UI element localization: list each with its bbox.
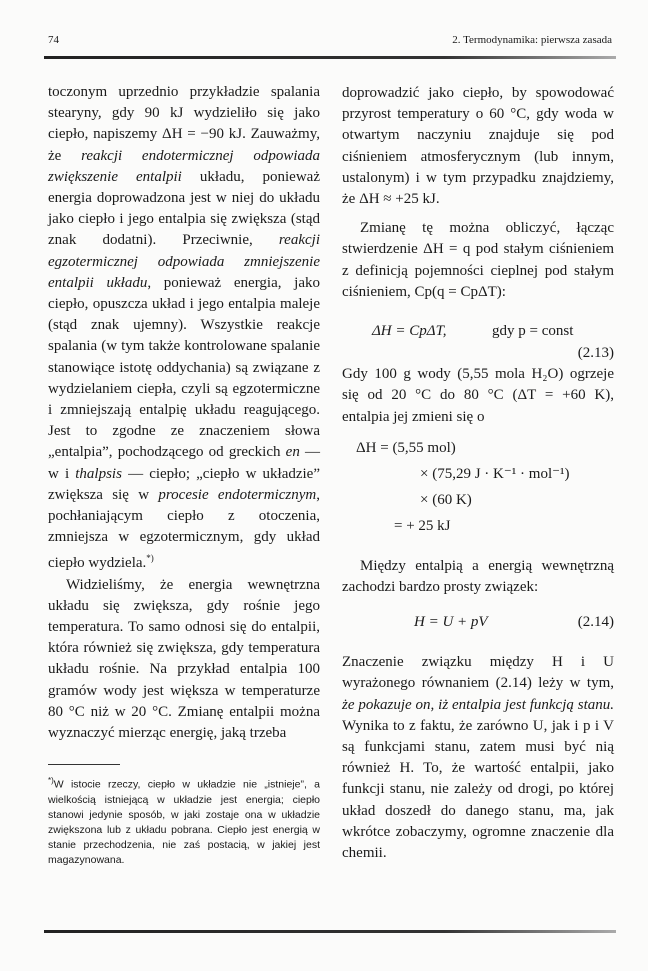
right-paragraph-3: Gdy 100 g wody (5,55 mola H₂O) ogrzeje się od 20 °C do 80 °C (ΔT = +60 K), entalpia jej zmieni się o bbox=[342, 366, 614, 425]
left-column bbox=[48, 82, 320, 868]
text-run: układu, ponieważ energia doprowadzona jest w niej do układu jako ciepło i jego entalpia się zwiększa (stąd znak dodatni). Przeciwnie, bbox=[48, 168, 320, 249]
italic-run: thalpsis bbox=[75, 465, 122, 482]
page-header bbox=[0, 34, 648, 50]
calculation bbox=[342, 438, 614, 542]
italic-run: reakcji endotermicznej odpowiada zwiększenie entalpii bbox=[48, 147, 320, 185]
equation-number: (2.13) bbox=[577, 345, 614, 362]
text-run: — ciepło; „ciepło w układzie” zwiększa się w bbox=[48, 465, 320, 503]
calc-line: = + 25 kJ bbox=[394, 517, 451, 534]
running-title: 2. Termodynamika: pierwsza zasada bbox=[452, 34, 612, 46]
equation-2-13 bbox=[342, 321, 614, 347]
equation-2-14 bbox=[342, 612, 614, 636]
text-run: toczonym uprzednio przykładzie spalania stearyny, gdy 90 kJ wydzieliło się jako ciepło, napiszemy ΔH = −90 kJ. Zauważmy, że bbox=[48, 84, 320, 164]
text-run: Znaczenie związku między H i U wyrażonego równaniem (2.14) leży w tym, bbox=[342, 654, 614, 692]
equation-condition: gdy p = const bbox=[492, 323, 574, 340]
footnote bbox=[48, 773, 320, 868]
calc-line: × (60 K) bbox=[420, 491, 472, 508]
page-number: 74 bbox=[48, 34, 59, 46]
equation-number: (2.14) bbox=[577, 614, 614, 631]
italic-run: procesie endotermicznym bbox=[158, 486, 317, 503]
right-paragraph-2: Zmianę tę można obliczyć, łącząc stwierdzenie ΔH = q pod stałym ciśnieniem z definicją pojemności cieplnej pod stałym ciśnieniem, Cp(q = CpΔT): bbox=[342, 220, 614, 300]
text-run: , pochłaniającym ciepło z otoczenia, zmniejsza w egzotermicznym, gdy układ ciepło wydziela. bbox=[48, 486, 320, 572]
text-run: — w i bbox=[48, 444, 320, 482]
left-paragraph-2: Widzieliśmy, że energia wewnętrzna układu się zwiększa, gdy rośnie jego temperatura. To samo odnosi się do entalpii, która również się zwiększa, gdy temperatura układu rośnie. Na przykład entalpia 100 gramów wody jest większa w temperaturze 80 °C niż w 20 °C. Zmianę entalpii można wyznaczyć mierząc energię, jaką trzeba bbox=[48, 576, 320, 742]
italic-run: reakcji egzotermicznej odpowiada zmniejszenie entalpii układu bbox=[48, 232, 320, 291]
calc-line: × (75,29 J · K⁻¹ · mol⁻¹) bbox=[420, 465, 570, 482]
equation-body: ΔH = CpΔT, bbox=[372, 323, 447, 340]
italic-run: że pokazuje on, iż entalpia jest funkcją stanu. bbox=[342, 696, 614, 713]
footnote-marker: *) bbox=[48, 776, 54, 786]
footer-rule bbox=[44, 930, 616, 933]
right-paragraph-4: Między entalpią a energią wewnętrzną zachodzi bardzo prosty związek: bbox=[342, 557, 614, 596]
italic-run: en bbox=[285, 444, 300, 461]
left-paragraph-1 bbox=[48, 82, 320, 575]
right-paragraph-1: doprowadzić jako ciepło, by spowodować przyrost temperatury o 60 °C, gdy woda w otwartym naczyniu znajduje się pod ciśnieniem atmosferycznym (lub innym, ustalonym) i w tym przypadku znajdziemy, że ΔH ≈ +25 kJ. bbox=[342, 85, 614, 208]
footnote-marker: *) bbox=[146, 553, 154, 564]
right-column bbox=[342, 83, 614, 864]
footnote-rule bbox=[48, 764, 120, 765]
right-paragraph-5 bbox=[342, 652, 614, 864]
equation-body: H = U + pV bbox=[414, 614, 488, 631]
text-run: , ponieważ energia, jako ciepło, opuszcza układ i jego entalpia maleje (stąd znak ujemny). Wszystkie reakcje spalania (w tym także kontrolowane spalanie stanowiące istotę oddychania) są związane z wydzielaniem ciepła, czyli są egzotermiczne i zmniejszają entalpię układu reagującego. Jest to zgodne ze znaczeniem słowa „entalpia”, pochodzącego od greckich bbox=[48, 274, 320, 461]
text-run: Wynika to z faktu, że zarówno U, jak i p i V są funkcjami stanu, zatem musi być nią również H. To, że wartość entalpii, jako funkcji stanu, nie zależy od drogi, po której układ doszedł do danego stanu, ma, jak wkrótce zobaczymy, ogromne znaczenie dla chemii. bbox=[342, 717, 614, 862]
header-rule bbox=[44, 56, 616, 59]
footnote-text: W istocie rzeczy, ciepło w układzie nie „istnieje”, a wielkością istniejącą w układzie jest energia; ciepło stanowi jedynie sposób, w jaki zostaje ona w układzie zwiększona lub z układu pobrana. Ciepło jest energią w stanie przechodzenia, nie zaś postacią, w jakiej jest magazynowana. bbox=[48, 778, 320, 866]
calc-line: ΔH = (5,55 mol) bbox=[356, 439, 456, 456]
